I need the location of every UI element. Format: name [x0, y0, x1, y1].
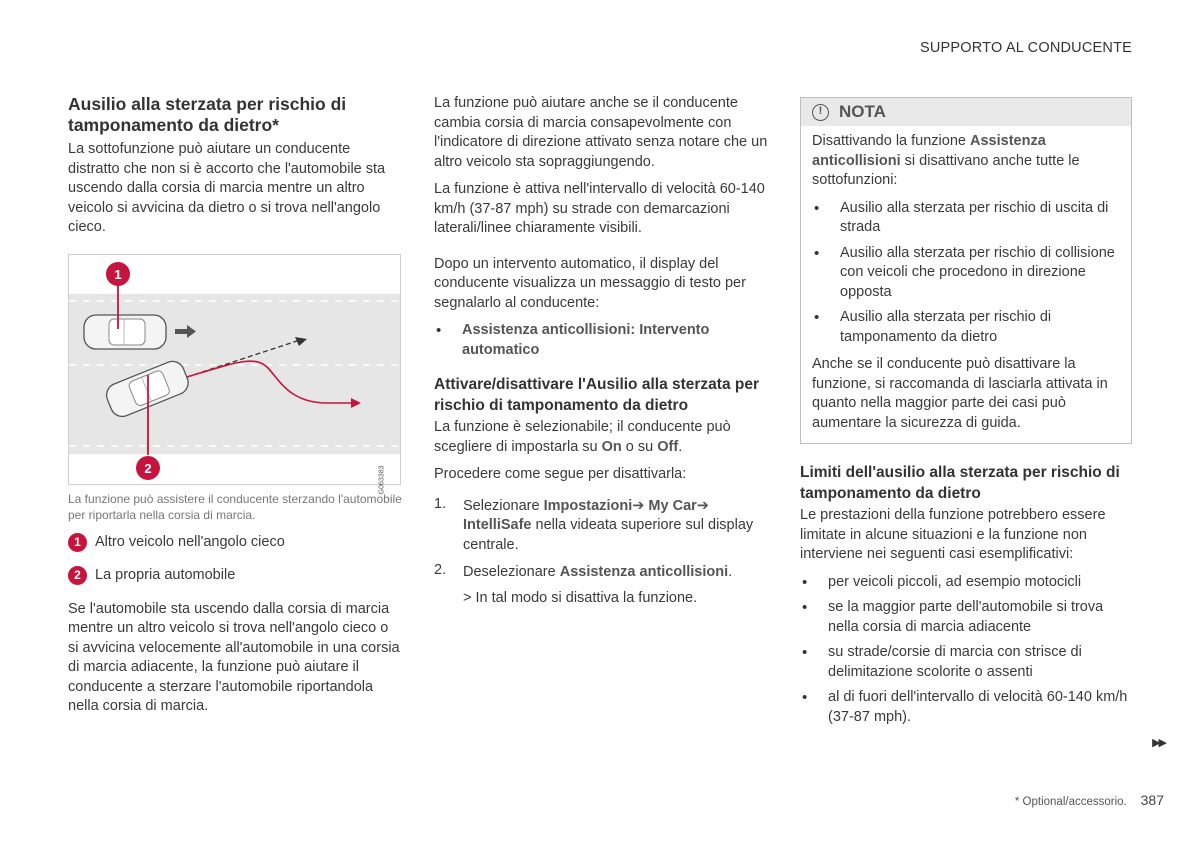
legend-item-2 [68, 566, 402, 586]
subsection-title: Attivare/disattivare l'Ausilio alla sterzata per rischio di tamponamento da dietro [434, 376, 760, 414]
setting-name: Assistenza anticollisioni [559, 564, 729, 580]
paragraph: La funzione può aiutare anche se il conducente cambia corsia di marcia consapevolmente con l'indicatore di direzione attivato senza notare che un altro veicolo sta sopraggiungendo. [434, 95, 768, 170]
paragraph: Procedere come segue per disattivarla: [434, 466, 687, 482]
paragraph: La funzione è attiva nell'intervallo di velocità 60-140 km/h (37-87 mph) su strade con demarcazioni laterali/linee chiaramente visibili. [434, 181, 765, 236]
svg-text:1: 1 [114, 266, 122, 282]
menu-path-impostazioni: Impostazioni [543, 497, 633, 514]
continue-arrows-icon: ▶▶ [1152, 737, 1165, 749]
option-off: Off [657, 438, 679, 455]
paragraph: Anche se il conducente può disattivare la funzione, si raccomanda di lasciarla attivata in quanto nella maggior parte dei casi può aumentare la sicurezza di guida. [812, 356, 1108, 431]
step-result: > In tal modo si disattiva la funzione. [463, 589, 698, 606]
legend-label: Altro veicolo nell'angolo cieco [95, 533, 285, 550]
limitations-list [800, 573, 1132, 728]
option-on: On [601, 438, 622, 455]
subsection-title: Limiti dell'ausilio alla sterzata per rischio di tamponamento da dietro [800, 464, 1120, 502]
note-header [801, 98, 1131, 126]
body-paragraph: Se l'automobile sta uscendo dalla corsia di marcia mentre un altro veicolo si trova nell'angolo cieco o si avvicina velocemente all'automobile in una corsia di marcia adiacente, la funzione può aiutare il conducente a sterzare l'automobile riportandola nella corsia di marcia. [68, 600, 400, 714]
paragraph: Disattivando la funzione Assistenza anticollisioni si disattivano anche tutte le sottofunzioni: [812, 133, 1080, 188]
list-item: • per veicoli piccoli, ad esempio motocicli [800, 573, 1132, 593]
callout-badge-2: 2 [68, 566, 87, 585]
column-middle [434, 94, 768, 616]
step-1: 1. Selezionare Impostazioni➔ My Car➔ IntelliSafe nella videata superiore sul display centrale. [434, 495, 754, 553]
menu-path-my-car: My Car [648, 497, 697, 514]
list-item: • Ausilio alla sterzata per rischio di collisione con veicoli che procedono in direzione opposta [812, 244, 1120, 303]
path-arrow-icon: ➔ [632, 497, 645, 514]
setting-name: Assistenza anticollisioni [812, 133, 1046, 169]
list-item: • al di fuori dell'intervallo di velocità 60-140 km/h (37-87 mph). [800, 688, 1132, 727]
illustration-figure [68, 254, 401, 495]
note-list [812, 199, 1120, 348]
column-right [800, 94, 1132, 735]
list-item: • Ausilio alla sterzata per rischio di tamponamento da dietro [812, 308, 1120, 347]
message-list [434, 321, 768, 360]
list-item [434, 321, 768, 360]
figure-caption: La funzione può assistere il conducente sterzando l'automobile per riportarla nella corsia di marcia. [68, 491, 402, 522]
warning-icon: ! [812, 104, 829, 121]
other-vehicle [84, 315, 166, 349]
note-title: NOTA [839, 102, 886, 122]
paragraph: Dopo un intervento automatico, il display del conducente visualizza un messaggio di testo per segnalarlo al conducente: [434, 255, 746, 311]
section-title: Ausilio alla sterzata per rischio di tamponamento da dietro* [68, 94, 347, 135]
menu-path-intellisafe: IntelliSafe [463, 517, 532, 533]
list-item: • su strade/corsie di marcia con strisce di delimitazione scolorite o assenti [800, 643, 1132, 682]
display-message: Assistenza anticollisioni: Intervento automatico [462, 322, 710, 358]
path-arrow-icon: ➔ [696, 497, 709, 514]
legend-label: La propria automobile [95, 567, 236, 583]
note-box [800, 97, 1132, 444]
list-item: • se la maggior parte dell'automobile si trova nella corsia di marcia adiacente [800, 598, 1132, 637]
paragraph: Le prestazioni della funzione potrebbero essere limitate in alcune situazioni e la funzione non interviene nei seguenti casi esemplificativi: [800, 507, 1106, 562]
svg-text:2: 2 [144, 460, 152, 476]
paragraph: La funzione è selezionabile; il conducente può scegliere di impostarla su On o su Off. [434, 419, 731, 455]
legend-item-1 [68, 533, 402, 553]
note-body [801, 126, 1131, 443]
page-number: 387 [1140, 792, 1164, 808]
list-item: • Ausilio alla sterzata per rischio di uscita di strada [812, 199, 1120, 238]
figure-code: G063383 [378, 465, 386, 495]
step-2: 2. Deselezionare Assistenza anticollisioni. [434, 562, 733, 580]
steps-list [434, 497, 768, 583]
footnote: * Optional/accessorio. [1014, 796, 1127, 808]
callout-badge-1: 1 [68, 533, 87, 552]
intro-paragraph: La sottofunzione può aiutare un conducente distratto che non si è accorto che l'automobile sta uscendo dalla corsia di marcia mentre un altro veicolo si avvicina da dietro o si trova nell'angolo cieco. [68, 141, 386, 235]
column-left [68, 94, 402, 725]
section-header: SUPPORTO AL CONDUCENTE [919, 40, 1132, 56]
road-illustration [69, 255, 400, 484]
page-footer [1015, 792, 1164, 808]
